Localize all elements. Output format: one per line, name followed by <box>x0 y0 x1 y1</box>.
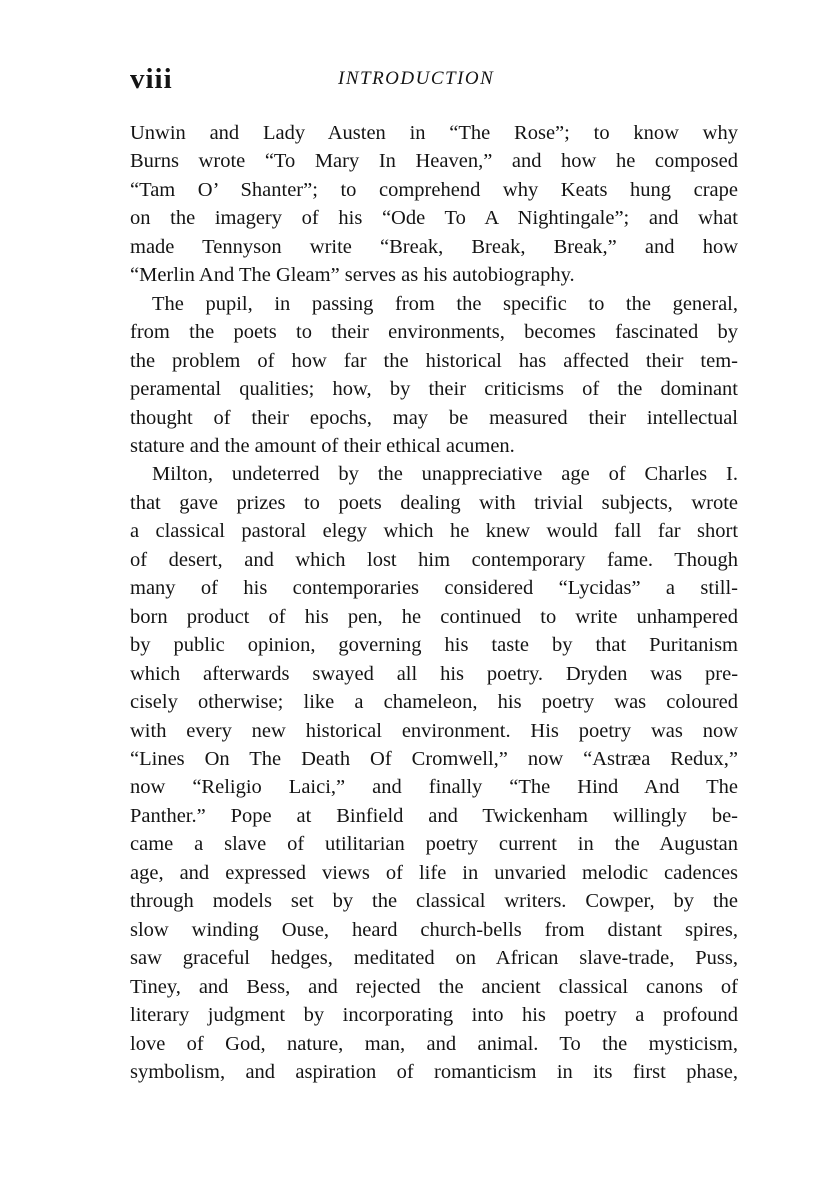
text-line: “Tam O’ Shanter”; to comprehend why Keats hung crape <box>130 178 738 201</box>
text-line: The pupil, in passing from the specific to the general, <box>152 292 739 315</box>
text-line: from the poets to their environments, becomes fascinated by <box>130 321 738 344</box>
text-line: love of God, nature, man, and animal. To the mysticism, <box>130 1032 738 1055</box>
text-line: came a slave of utilitarian poetry current in the Augustan <box>130 833 738 856</box>
text-line: made Tennyson write “Break, Break, Break,” and how <box>130 235 738 258</box>
text-line: symbolism, and aspiration of romanticism in its first phase, <box>130 1060 739 1083</box>
text-line: cisely otherwise; like a chameleon, his poetry was coloured <box>130 691 739 714</box>
text-line: “Merlin And The Gleam” serves as his autobiography. <box>130 264 575 287</box>
text-line: literary judgment by incorporating into his poetry a profound <box>130 1004 739 1027</box>
text-line: through models set by the classical writers. Cowper, by the <box>130 890 738 913</box>
text-line: on the imagery of his “Ode To A Nightingale”; and what <box>130 207 738 230</box>
page-number: viii <box>130 63 173 95</box>
text-line: “Lines On The Death Of Cromwell,” now “Astræa Redux,” <box>130 747 739 770</box>
text-line: Unwin and Lady Austen in “The Rose”; to know why <box>130 122 738 144</box>
text-line: thought of their epochs, may be measured their intellectual <box>130 406 739 429</box>
text-line: Burns wrote “To Mary In Heaven,” and how he composed <box>130 150 738 173</box>
text-line: peramental qualities; how, by their criticisms of the dominant <box>130 378 738 401</box>
text-line: with every new historical environment. His poetry was now <box>130 719 739 742</box>
text-line: slow winding Ouse, heard church-bells from distant spires, <box>130 918 738 941</box>
body-text <box>130 119 738 1086</box>
text-line: now “Religio Laici,” and finally “The Hind And The <box>130 776 738 799</box>
text-line: stature and the amount of their ethical acumen. <box>130 434 515 457</box>
text-line: of desert, and which lost him contemporary fame. Though <box>130 548 738 571</box>
running-head: INTRODUCTION <box>338 68 495 89</box>
paragraph <box>130 290 738 461</box>
text-line: born product of his pen, he continued to write unhampered <box>130 605 738 628</box>
text-line: the problem of how far the historical has affected their tem- <box>130 349 738 372</box>
text-line: Tiney, and Bess, and rejected the ancient classical canons of <box>130 975 738 998</box>
text-line: a classical pastoral elegy which he knew would fall far short <box>130 520 739 543</box>
text-line: Panther.” Pope at Binfield and Twickenham willingly be- <box>130 804 738 827</box>
page-header <box>130 62 738 96</box>
text-line: that gave prizes to poets dealing with trivial subjects, wrote <box>130 491 739 514</box>
text-line: saw graceful hedges, meditated on African slave-trade, Puss, <box>130 947 738 970</box>
text-line: age, and expressed views of life in unvaried melodic cadences <box>130 861 739 884</box>
text-line: by public opinion, governing his taste by that Puritanism <box>130 634 738 657</box>
text-line: many of his contemporaries considered “Lycidas” a still- <box>130 577 738 600</box>
text-line: Milton, undeterred by the unappreciative age of Charles I. <box>152 463 738 486</box>
paragraph <box>130 460 738 1086</box>
text-line: which afterwards swayed all his poetry. Dryden was pre- <box>130 662 739 685</box>
paragraph <box>130 119 738 290</box>
